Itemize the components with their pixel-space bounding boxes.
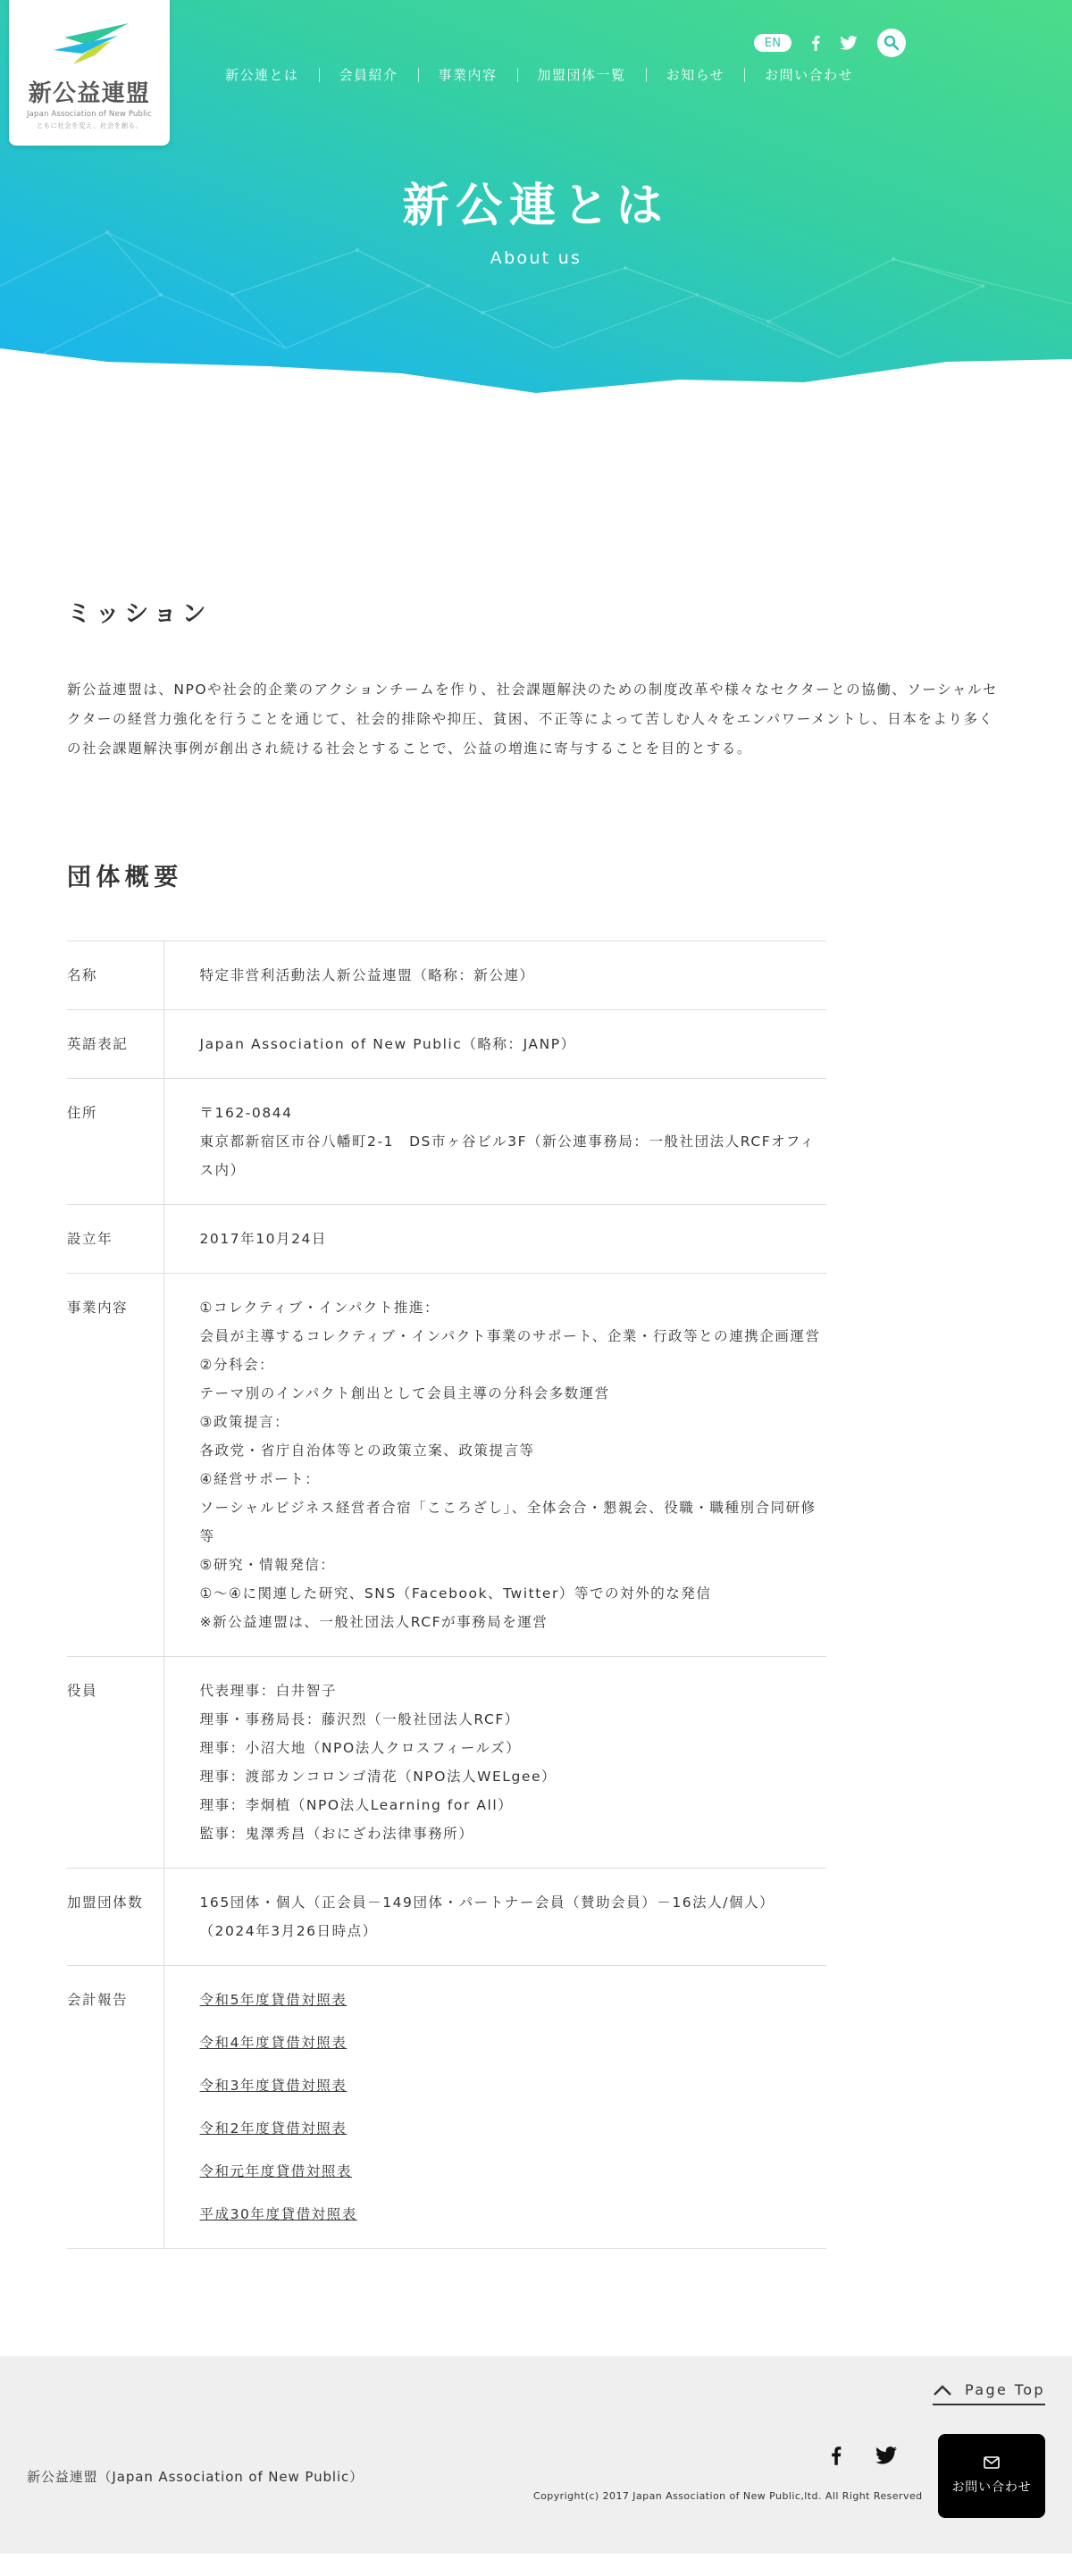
search-icon (884, 35, 900, 51)
row-value-line: （2024年3月26日時点） (199, 1923, 378, 1939)
contact-button-label: お問い合わせ (951, 2480, 1032, 2495)
report-link[interactable]: 令和元年度貸借対照表 (199, 2163, 353, 2179)
row-value-line: 理事・事務局長：藤沢烈（一般社団法人RCF） (199, 1711, 520, 1727)
row-value-line: 165団体・個人（正会員－149団体・パートナー会員（賛助会員）－16法人/個人） (199, 1894, 775, 1911)
logo-tagline: ともに社会を変え、社会を創る。 (36, 121, 143, 130)
overview-heading: 団体概要 (67, 864, 183, 891)
table-row (67, 1657, 826, 1869)
report-link[interactable]: 平成30年度貸借対照表 (199, 2206, 357, 2222)
report-links (163, 1966, 826, 2249)
row-value-line: 監事：鬼澤秀昌（おにざわ法律事務所） (199, 1826, 474, 1842)
row-label: 役員 (67, 1657, 163, 1869)
facebook-icon[interactable] (811, 35, 820, 51)
contact-button[interactable] (938, 2434, 1045, 2518)
nav-member-list[interactable]: 加盟団体一覧 (517, 68, 646, 82)
row-value-line: 〒162-0844 (199, 1105, 293, 1121)
hero-wave-divider (0, 348, 1072, 402)
row-value (163, 941, 826, 1010)
facebook-icon[interactable] (831, 2446, 842, 2469)
row-value-line: 東京都新宿区市谷八幡町2-1 DS市ヶ谷ビル3F（新公連事務局：一般社団法人RCFオフィス内） (199, 1133, 816, 1178)
row-value-line: ソーシャルビジネス経営者合宿「こころざし」、全体会合・懇親会、役職・職種別合同研修等 (199, 1500, 817, 1544)
row-value-line: ②分科会： (199, 1357, 275, 1373)
table-row (67, 941, 826, 1010)
hero-header (0, 0, 1072, 402)
table-row (67, 1079, 826, 1205)
nav-about[interactable]: 新公連とは (225, 67, 299, 83)
row-value-line: ④経営サポート： (199, 1471, 321, 1487)
row-value-line: 会員が主導するコレクティブ・インパクト事業のサポート、企業・行政等との連携企画運営 (199, 1328, 821, 1344)
logo-name: 新公益連盟 (28, 80, 151, 107)
page-top-button[interactable] (933, 2381, 1045, 2405)
nav-projects[interactable]: 事業内容 (418, 68, 517, 82)
table-row (67, 1205, 826, 1274)
overview-section (67, 857, 1005, 2249)
copyright-text: Copyright(c) 2017 Japan Association of New Public,ltd. All Right Reserved (533, 2490, 923, 2502)
row-value-line: 2017年10月24日 (199, 1231, 327, 1247)
row-value-line: 理事：李炯植（NPO法人Learning for All） (199, 1797, 514, 1813)
row-value (163, 1079, 826, 1205)
row-value (163, 1274, 826, 1657)
nav-members[interactable]: 会員紹介 (319, 68, 418, 82)
row-value (163, 1205, 826, 1274)
page-subtitle: About us (490, 248, 582, 268)
site-footer (0, 2356, 1072, 2554)
search-button[interactable] (877, 29, 906, 57)
row-label: 事業内容 (67, 1274, 163, 1657)
nav-contact[interactable]: お問い合わせ (744, 68, 873, 82)
table-row (67, 1010, 826, 1079)
table-row (67, 1274, 826, 1657)
row-value (163, 1869, 826, 1966)
twitter-icon[interactable] (840, 36, 858, 50)
row-value-line: ①コレクティブ・インパクト推進： (199, 1300, 440, 1316)
table-row (67, 1869, 826, 1966)
footer-social (831, 2446, 897, 2469)
row-value (163, 1010, 826, 1079)
header-utility-bar (754, 29, 906, 57)
report-link[interactable]: 令和2年度貸借対照表 (199, 2120, 348, 2137)
row-value-line: 代表理事：白井智子 (199, 1683, 337, 1699)
row-label: 住所 (67, 1079, 163, 1205)
report-link[interactable]: 令和3年度貸借対照表 (199, 2078, 348, 2094)
language-switch-en[interactable]: EN (754, 34, 791, 52)
row-label: 設立年 (67, 1205, 163, 1274)
row-value-line: 特定非営利活動法人新公益連盟（略称：新公連） (199, 967, 535, 983)
site-logo[interactable] (9, 0, 170, 146)
nav-news[interactable]: お知らせ (646, 68, 745, 82)
report-link[interactable]: 令和5年度貸借対照表 (199, 1992, 348, 2008)
twitter-icon[interactable] (875, 2446, 897, 2468)
row-value (163, 1657, 826, 1869)
row-value-line: ①〜④に関連した研究、SNS（Facebook、Twitter）等での対外的な発信 (199, 1585, 712, 1602)
mail-icon (984, 2456, 1000, 2469)
row-value-line: 理事：小沼大地（NPO法人クロスフィールズ） (199, 1740, 522, 1756)
row-value-line: ※新公益連盟は、一般社団法人RCFが事務局を運営 (199, 1614, 549, 1630)
row-value-line: 各政党・省庁自治体等との政策立案、政策提言等 (199, 1443, 535, 1459)
row-value-line: ⑤研究・情報発信： (199, 1557, 336, 1573)
logo-english-name: Japan Association of New Public (26, 110, 153, 119)
table-row (67, 1966, 826, 2249)
footer-org-name: 新公益連盟（Japan Association of New Public） (27, 2469, 364, 2485)
mission-text: 新公益連盟は、NPOや社会的企業のアクションチームを作り、社会課題解決のための制度改革や様々なセクターとの協働、ソーシャルセクターの経営力強化を行うことを通じて、社会的排除や抑圧、貧困、不正等によって苦しむ人々をエンパワーメントし、日本をより多くの社会課題解決事例が創出され続ける社会とすることで、公益の増進に寄与することを目的とする。 (67, 682, 999, 757)
main-content (0, 402, 1072, 2249)
row-value-line: テーマ別のインパクト創出として会員主導の分科会多数運営 (199, 1385, 610, 1401)
global-nav (205, 68, 873, 82)
row-label: 会計報告 (67, 1966, 163, 2249)
row-value-line: Japan Association of New Public（略称：JANP） (199, 1036, 576, 1052)
mission-section (67, 594, 1005, 764)
mission-heading: ミッション (67, 600, 211, 628)
row-value-line: ③政策提言： (199, 1414, 290, 1430)
row-value-line: 理事：渡部カンコロンゴ清花（NPO法人WELgee） (199, 1769, 557, 1785)
page-top-label: Page Top (964, 2381, 1045, 2398)
row-label: 名称 (67, 941, 163, 1010)
row-label: 加盟団体数 (67, 1869, 163, 1966)
report-link[interactable]: 令和4年度貸借対照表 (199, 2035, 348, 2051)
row-label: 英語表記 (67, 1010, 163, 1079)
overview-table (67, 941, 826, 2249)
page-title: 新公連とは (402, 180, 670, 233)
chevron-up-icon (933, 2385, 952, 2396)
logo-mark-icon (46, 20, 132, 73)
